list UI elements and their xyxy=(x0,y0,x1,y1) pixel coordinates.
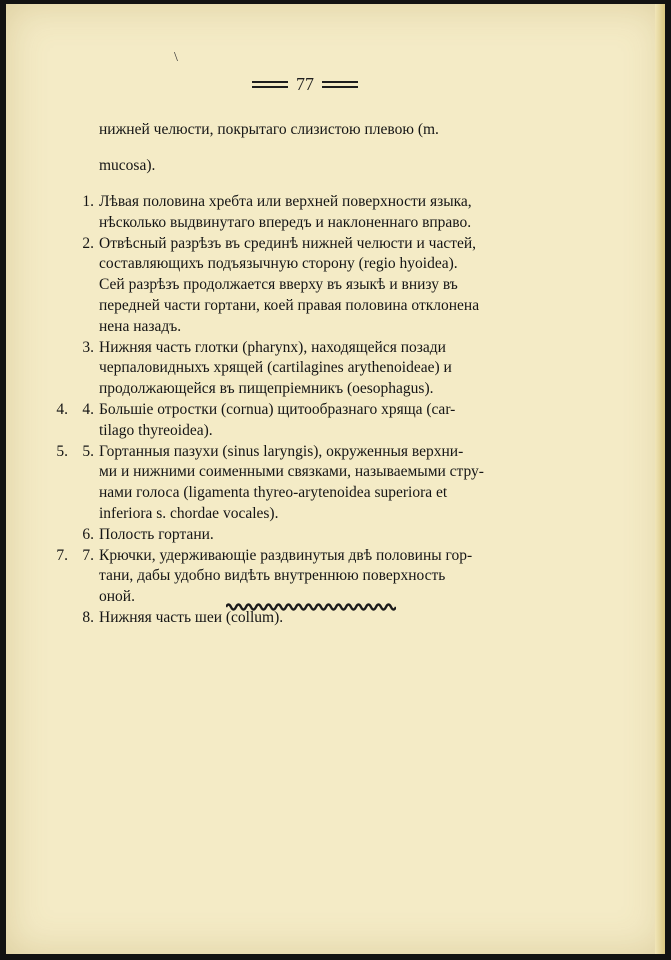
entry-text xyxy=(99,525,606,546)
entry-line: Нижняя часть глотки (pharynx), находящейся позади xyxy=(99,338,446,356)
entry-number: 8. xyxy=(82,609,94,627)
margin-number xyxy=(46,338,72,400)
margin-number: 5. xyxy=(56,442,68,460)
entry-number: 5. xyxy=(82,442,94,460)
legend-entry xyxy=(46,525,606,546)
entry-number: 4. xyxy=(82,401,94,419)
entry-number: 6. xyxy=(82,525,94,543)
entry-text xyxy=(99,338,606,400)
wavy-line-ornament xyxy=(226,600,396,614)
entry-line: продолжающейся въ пищепріемникъ (oesophagus). xyxy=(99,380,434,398)
entry-line: Большіе отростки (cornua) щитообразнаго хряща (car- xyxy=(99,401,456,419)
entry-line: нами голоса (ligamenta thyreo-arytenoidea superiora et xyxy=(99,484,448,502)
margin-number xyxy=(46,192,72,234)
legend-entry xyxy=(46,442,606,525)
legend-entry xyxy=(46,338,606,400)
entry-line: ми и нижними соименными связками, называемыми стру- xyxy=(99,463,484,481)
page-number: 77 xyxy=(296,74,314,94)
entry-line: передней части гортани, коей правая половина отклонена xyxy=(99,297,480,315)
entry-text xyxy=(99,192,606,234)
continuation-line: нижней челюсти, покрытаго слизистою плевою (m. xyxy=(99,120,439,138)
continuation-text xyxy=(46,120,606,177)
header-rule-right xyxy=(322,81,358,88)
entry-line: черпаловидныхъ хрящей (cartilagines arythenoideae) и xyxy=(99,359,452,377)
margin-number xyxy=(46,608,72,629)
entry-number: 3. xyxy=(82,338,94,356)
entry-text xyxy=(99,442,606,525)
entry-line: inferiora s. chordae vocales). xyxy=(99,505,279,523)
margin-number: 7. xyxy=(56,546,68,564)
legend-entry xyxy=(46,400,606,442)
entry-line: нѣсколько выдвинутаго впередъ и наклоненнаго вправо. xyxy=(99,213,472,231)
entry-number: 7. xyxy=(82,546,94,564)
legend-entry xyxy=(46,234,606,338)
entry-line: Сей разрѣзъ продолжается вверху въ языкѣ и внизу въ xyxy=(99,276,458,294)
legend-entry xyxy=(46,546,606,608)
entry-line: оной. xyxy=(99,588,135,606)
entry-line: тани, дабы удобно видѣть внутреннюю поверхность xyxy=(99,567,446,585)
margin-number: 4. xyxy=(56,401,68,419)
page-header xyxy=(252,74,358,95)
entry-number: 1. xyxy=(82,193,94,211)
legend-list xyxy=(46,104,606,629)
stray-mark: \ xyxy=(174,50,178,65)
entry-line: Нижняя часть шеи (collum). xyxy=(99,609,284,627)
entry-line: Полость гортани. xyxy=(99,525,214,543)
entry-line: tilago thyreoidea). xyxy=(99,421,213,439)
entry-number: 2. xyxy=(82,234,94,252)
entry-text xyxy=(99,400,606,442)
margin-number xyxy=(46,234,72,338)
book-page xyxy=(6,4,665,954)
entry-line: нена назадъ. xyxy=(99,317,182,335)
entry-text xyxy=(99,546,606,608)
entry-line: Крючки, удерживающіе раздвинутыя двѣ половины гор- xyxy=(99,546,473,564)
entry-line: Гортанныя пазухи (sinus laryngis), окруженныя верхни- xyxy=(99,442,464,460)
legend-entry xyxy=(46,192,606,234)
page-edge xyxy=(655,4,665,954)
entry-text xyxy=(99,234,606,338)
entry-line: Лѣвая половина хребта или верхней поверхности языка, xyxy=(99,193,472,211)
entry-line: составляющихъ подъязычную сторону (regio hyoidea). xyxy=(99,255,458,273)
continuation-line: mucosa). xyxy=(99,156,156,174)
margin-number xyxy=(46,525,72,546)
entry-line: Отвѣсный разрѣзъ въ срединѣ нижней челюсти и частей, xyxy=(99,234,477,252)
header-rule-left xyxy=(252,81,288,88)
